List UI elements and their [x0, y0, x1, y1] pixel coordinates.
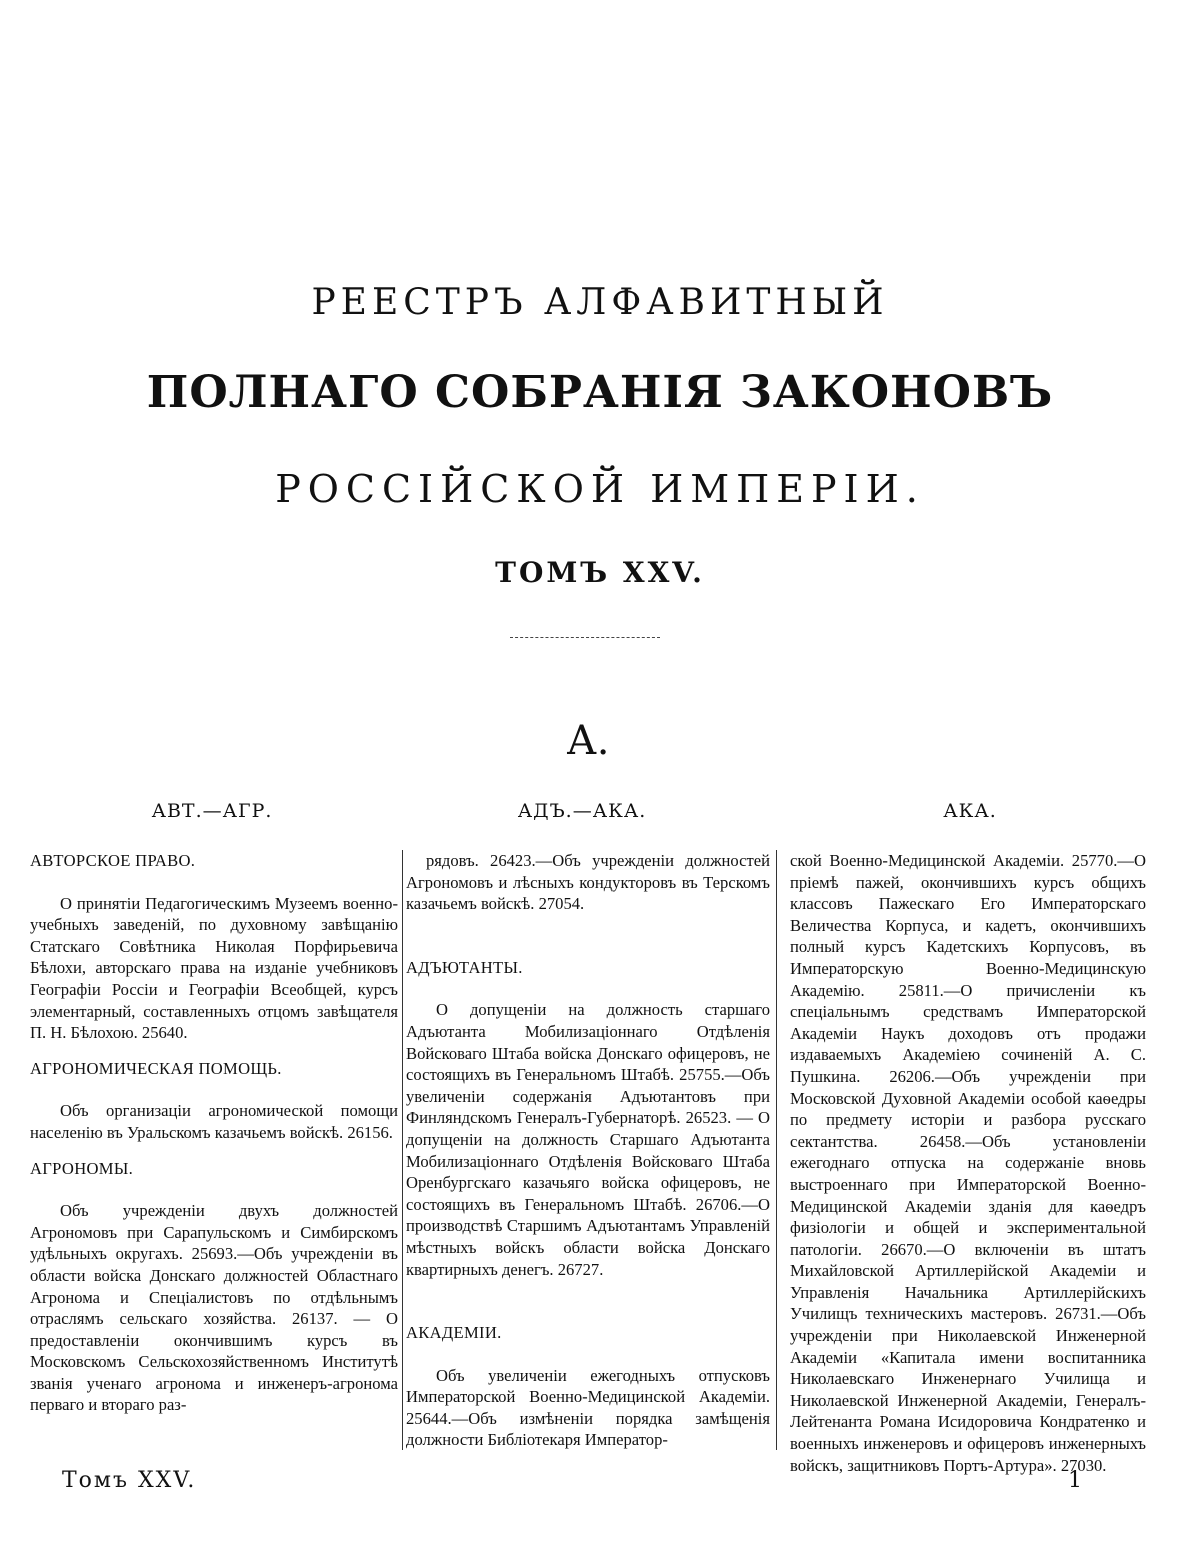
volume-title: ТОМЪ XXV.: [495, 556, 705, 589]
section-title: АГРОНОМЫ.: [30, 1158, 134, 1178]
section-text: О принятіи Педагогическимъ Музеемъ военно-учебныхъ заведеній, по духовному завѣщанію Статскаго Совѣтника Николая Порфирьевича Бѣлохи, авторскаго права на изданіе учебниковъ Географіи Россіи и Географіи Всеобщей, курсъ элементарный, составленныхъ отцомъ завѣщателя П. Н. Бѣлохою. 25640.: [30, 893, 398, 1043]
section-title: АКАДЕМІИ.: [406, 1323, 502, 1343]
section-text: Объ увеличеніи ежегодныхъ отпусковъ Императорской Военно-Медицинской Академіи. 25644.—Объ измѣненіи порядка замѣщенія должности Библіотекаря Император-: [406, 1365, 770, 1450]
page-number: 1: [1068, 1468, 1082, 1493]
footer-volume: Томъ XXV.: [62, 1468, 197, 1493]
collection-title: ПОЛНАГО СОБРАНІЯ ЗАКОНОВЪ: [146, 367, 1054, 418]
continued-text: ской Военно-Медицинской Академіи. 25770.—О пріемѣ пажей, окончившихъ курсъ общихъ классовъ Пажескаго Его Императорскаго Величества Корпуса, и кадетъ, окончившихъ полный курсъ Кадетскихъ Корпусовъ, въ Императорскую Военно-Медицинскую Академію. 25811.—О причисленіи къ спеціальнымъ средствамъ Императорской Академіи Наукъ доходовъ отъ продажи издаваемыхъ Академіею сочиненій А. С. Пушкина. 26206.—Объ учрежденіи при Московской Духовной Академіи особой каѳедры по предмету исторіи и разбора русскаго сектантства. 26458.—Объ установленіи ежегоднаго отпуска на содержаніе вновь выстроеннаго при Императорской Военно-Медицинской Академіи зданія для каѳедръ физіологіи и общей и экспериментальной патологіи. 26670.—О включеніи въ штатъ Михайловской Артиллерійской Академіи и Управленія Начальника Артиллерійскихъ Училищъ техническихъ мастеровъ. 26731.—Объ учрежденіи при Николаевской Инженерной Академіи «Капитала имени воспитанника Николаевскаго Инженернаго Училища и Николаевской Инженерной Академіи, Генералъ-Лейтенанта Романа Исидоровича Кондратенко и военныхъ инженеровъ и офицеровъ инженерныхъ войскъ, защитниковъ Портъ-Артура». 27030.: [790, 851, 1146, 1475]
column-divider: [402, 850, 403, 1450]
column-divider: [776, 850, 777, 1450]
title-divider: [510, 637, 660, 638]
section-text: О допущеніи на должность старшаго Адъютанта Мобилизаціоннаго Отдѣленія Войсковаго Штаба войска Донскаго офицеровъ, не состоящихъ въ Генеральномъ Штабѣ. 25755.—Объ увеличеніи содержанія Адъютантовъ при Финляндскомъ Генералъ-Губернаторѣ. 26523. — О допущеніи на должность Старшаго Адъютанта Мобилизаціоннаго Отдѣленія Войсковаго Штаба Оренбургскаго казачьяго войска офицеровъ, не состоящихъ въ Генеральномъ Штабѣ. 26706.—О производствѣ Старшимъ Адъютантамъ Управленій мѣстныхъ войскъ области войска Донскаго квартирныхъ денегъ. 26727.: [406, 1000, 770, 1279]
section-letter: А.: [566, 718, 610, 764]
continued-text: рядовъ. 26423.—Объ учрежденіи должностей Агрономовъ и лѣсныхъ кондукторовъ въ Терскомъ казачьемъ войскѣ. 27054.: [406, 851, 770, 914]
section-title: АГРОНОМИЧЕСКАЯ ПОМОЩЬ.: [30, 1058, 282, 1078]
column-1: [30, 850, 398, 1416]
column-2-heading: АДЪ.—АКА.: [517, 800, 647, 822]
column-3: [790, 850, 1146, 1476]
section-text: Объ учрежденіи двухъ должностей Агрономовъ при Сарапульскомъ и Симбирскомъ удѣльныхъ округахъ. 25693.—Объ учрежденіи въ области войска Донскаго должностей Областнаго Агронома и Спеціалистовъ по отдѣльнымъ отраслямъ сельскаго хозяйства. 26137. — О предоставленіи окончившимъ курсъ въ Московскомъ Сельскохозяйственномъ Институтѣ званія ученаго агронома и инженеръ-агронома перваго и втораго раз-: [30, 1201, 398, 1415]
column-1-heading: АВТ.—АГР.: [151, 800, 273, 822]
empire-title: РОССІЙСКОЙ ИМПЕРІИ.: [275, 467, 925, 511]
column-2: [406, 850, 770, 1451]
section-title: АДЪЮТАНТЫ.: [406, 957, 523, 977]
column-3-heading: АКА.: [943, 800, 997, 822]
registry-title: РЕЕСТРЪ АЛФАВИТНЫЙ: [311, 282, 889, 323]
section-text: Объ организаціи агрономической помощи населенію въ Уральскомъ казачьемъ войскѣ. 26156.: [30, 1101, 398, 1142]
section-title: АВТОРСКОЕ ПРАВО.: [30, 851, 196, 870]
